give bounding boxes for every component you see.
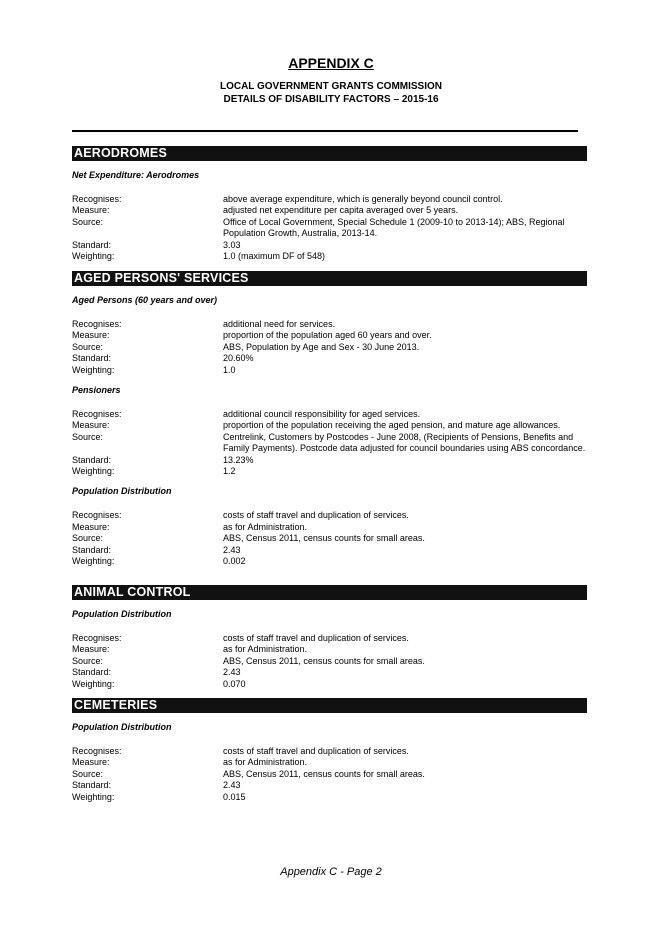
row-label: Standard: [72,454,112,465]
section-heading: AERODROMES [72,146,587,161]
row-value: 2.43 [223,544,241,555]
row-value: costs of staff travel and duplication of services. [223,746,409,756]
factor-row [72,510,587,521]
section-animal-control [72,585,587,690]
subsection-title: Net Expenditure: Aerodromes [72,170,200,180]
row-label: Standard: [72,239,112,250]
row-label: Measure: [72,205,110,216]
row-label: Standard: [72,667,112,678]
row-label: Standard: [72,544,112,555]
row-value: 0.015 [223,791,246,802]
row-value: ABS, Census 2011, census counts for small areas. [223,768,425,779]
row-value: above average expenditure, which is generally beyond council control. [223,194,503,204]
row-label: Recognises: [72,409,122,420]
row-value: 2.43 [223,780,241,791]
factor-row [72,556,587,567]
org-title: LOCAL GOVERNMENT GRANTS COMMISSION [219,81,443,92]
row-label: Recognises: [72,510,122,521]
factor-row [72,746,587,757]
section-cemeteries [72,698,587,803]
factor-row [72,656,587,667]
row-label: Recognises: [72,319,122,329]
factor-row [72,365,587,376]
factor-row [72,319,587,330]
row-value: 1.0 (maximum DF of 548) [223,251,326,262]
row-label: Weighting: [72,791,115,802]
row-value: costs of staff travel and duplication of services. [223,633,409,643]
factor-row [72,251,587,262]
row-label: Weighting: [72,556,115,567]
factor-row [72,522,587,533]
factor-row [72,757,587,768]
row-label: Standard: [72,353,112,364]
row-value: additional council responsibility for aged services. [223,409,421,420]
row-value: 20.60% [223,353,254,364]
row-label: Measure: [72,420,110,431]
row-label: Weighting: [72,364,115,375]
row-label: Weighting: [72,678,115,689]
factor-row [72,545,587,556]
header-rule [72,130,578,132]
row-label: Source: [72,768,104,779]
factor-row [72,455,587,466]
row-value: as for Administration. [223,521,308,532]
row-label: Source: [72,655,104,666]
factor-row [72,679,587,690]
row-label: Source: [72,216,104,227]
factor-row [72,217,587,240]
subsection-title: Aged Persons (60 years and over) [72,295,218,305]
row-label: Measure: [72,644,110,655]
factor-row [72,420,587,431]
section-heading: CEMETERIES [72,698,587,713]
row-label: Source: [72,533,104,544]
row-value: ABS, Population by Age and Sex - 30 June 2013. [223,341,420,352]
row-value: 0.070 [223,678,246,689]
row-label: Measure: [72,521,110,532]
row-label: Measure: [72,330,110,341]
row-value: 13.23% [223,454,254,465]
row-value: as for Administration. [223,757,308,768]
factor-row [72,240,587,251]
section-heading: AGED PERSONS' SERVICES [72,271,587,286]
subsection-title: Population Distribution [72,486,172,497]
factor-row [72,667,587,678]
factor-row [72,409,587,420]
factor-row [72,432,587,455]
factor-row [72,353,587,364]
row-value: proportion of the population aged 60 years and over. [223,330,432,341]
row-label: Recognises: [72,633,122,643]
page-footer: Appendix C - Page 2 [280,866,382,878]
factor-row [72,633,587,644]
row-label: Source: [72,341,104,352]
row-label: Source: [72,431,104,442]
section-heading: ANIMAL CONTROL [72,585,587,600]
row-value: adjusted net expenditure per capita averaged over 5 years. [223,205,459,216]
row-label: Standard: [72,780,112,791]
factor-row [72,194,587,205]
row-value: ABS, Census 2011, census counts for small areas. [223,533,425,544]
row-value: Centrelink, Customers by Postcodes - June 2008, (Recipients of Pensions, Benefits and Family Payments). Postcode data adjusted for council boundaries using ABS concordance. [223,431,586,454]
row-value: 3.03 [223,239,241,250]
row-value: Office of Local Government, Special Schedule 1 (2009-10 to 2013-14); ABS, Regional Population Growth, Australia, 2013-14. [223,216,565,239]
row-label: Weighting: [72,466,115,477]
factor-row [72,466,587,477]
appendix-title: APPENDIX C [288,55,374,71]
section-aerodromes [72,146,587,262]
row-value: proportion of the population receiving the aged pension, and mature age allowances. [223,420,561,431]
row-value: ABS, Census 2011, census counts for small areas. [223,655,425,666]
row-label: Weighting: [72,251,115,262]
row-value: 0.002 [223,556,246,567]
row-value: 1.2 [223,466,236,477]
factor-row [72,769,587,780]
row-value: additional need for services. [223,319,336,329]
factor-row [72,644,587,655]
subsection-title: Population Distribution [72,609,172,619]
row-value: 1.0 [223,364,236,375]
row-label: Recognises: [72,746,122,756]
subsection-title: Population Distribution [72,722,172,732]
factor-row [72,780,587,791]
row-value: 2.43 [223,667,241,678]
row-value: as for Administration. [223,644,308,655]
factor-row [72,330,587,341]
row-label: Recognises: [72,194,122,204]
factor-row [72,205,587,216]
row-label: Measure: [72,757,110,768]
subsection-title: Pensioners [72,385,121,396]
row-value: costs of staff travel and duplication of services. [223,510,409,521]
section-aged-persons-services [72,271,587,568]
factor-row [72,792,587,803]
factor-row [72,533,587,544]
factor-row [72,342,587,353]
doc-title: DETAILS OF DISABILITY FACTORS – 2015-16 [223,94,439,105]
